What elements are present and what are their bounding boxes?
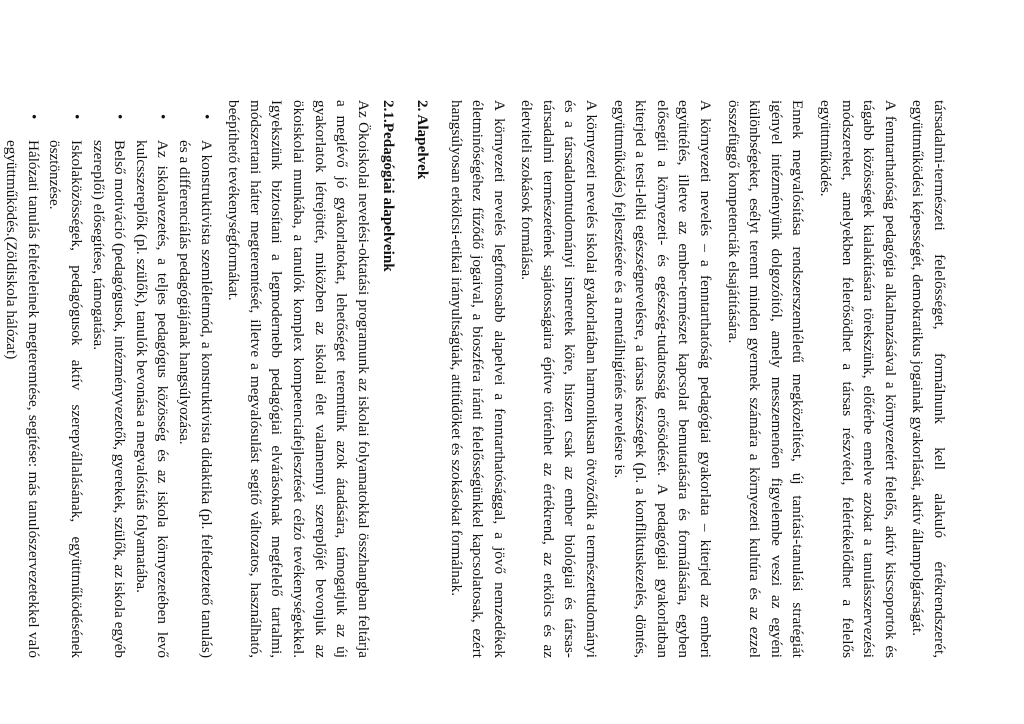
intro-paragraph-1: társadalmi-természeti felelősséget, formálnunk kell alakuló értékrendszerét, együttműködési képességét, demokratikus jogainak gyakorlását, aktív állampolgárságát.	[909, 100, 948, 658]
bullet-icon: •	[197, 114, 215, 120]
intro-paragraph-6: A környezeti nevelés legfontosabb alapelvei a fenntarthatósággal, a jövő nemzedékek életminőségéhez fűződő jogaival, a bioszféra iránti felelősségünkkel kapcsolatosak, ezért hangsúlyosan erkölcsi-etikai irányultságúak, attitűdöket és szokásokat formálnak.	[447, 100, 508, 658]
list-item-text: Iskolaközösségek, pedagógusok aktív szerepvállalásának, együttműködésének ösztönzése.	[46, 140, 86, 658]
list-item	[87, 100, 130, 658]
list-item-text: Az iskolavezetés, a teljes pedagógus közösség és az iskola környezetében levő kulcsszereplők (pl. szülők), tanulók bevonása a megvalósítás folyamatába.	[132, 140, 172, 658]
subsection-heading-pedagogiai-alapelveink: 2.1.Pedagógiai alapelveink	[380, 100, 398, 272]
principles-bullet-list	[1, 100, 217, 658]
list-item	[44, 100, 87, 658]
intro-paragraph-2: A fenntarthatóság pedagógia alkalmazásával a környezetért felelős, aktív kiscsoportok és tágabb közösségek kialakítására törekszünk, előtérbe emelve azokat a tanulásszervezési módszereket, amelyekben felerősödhet a társas részvétel, felértékelődhet a felelős együttműködés.	[817, 100, 899, 658]
intro-paragraph-5: A környezeti nevelés iskolai gyakorlatában harmonikusan ötvöződik a természettudományi és a társadalomtudományi ismeretek köre, hiszen csak az ember biológiai és társas-társadalmi természetének sajátosságaira építve történhet az értékrend, az erkölcs és az életviteli szokások formálása.	[518, 100, 601, 658]
bullet-icon: •	[68, 114, 86, 120]
intro-paragraph-3: Ennek megvalósítása rendszerszemléletű megközelítést, új tanítási-tanulási stratégiát igényel intézményünk dolgozóitól, amely messzemenően figyelembe veszi az egyéni különbségeket, esélyt teremt minden gyermek számára a környezeti kultúra és az ezzel összefüggő kompetenciák elsajátítására.	[724, 100, 807, 658]
list-item	[173, 100, 216, 658]
list-item-text: Hálózati tanulás feltételeinek megteremtése, segítése: más tanulószervezetekkel való együttműködés.(Zöldiskola hálózat)	[3, 140, 42, 658]
intro-paragraph-4: A környezeti nevelés – a fenntarthatóság pedagógiai gyakorlata – kiterjed az emberi együttélés, illetve az ember-természet kapcsolat bemutatására és formálására, egyben elősegíti a környezeti- és egészség-tudatosság erősödését. A pedagógiai gyakorlatban kiterjed a testi-lelki egészségnevelésre, a társas készségek (pl. a konfliktuskezelés, döntés, együttműködés) fejlesztésére és a mentálhigiénés nevelésre is.	[610, 100, 715, 658]
list-item-text: Belső motiváció (pedagógusok, intézményvezetők, gyerekek, szülők, az iskola egyéb szereplői) elősegítése, támogatása.	[89, 140, 129, 658]
list-item-text: A konstruktivista szemléletmód, a konstruktivista didaktika (pl. felfedeztető tanulás) és a differenciálás pedagógiájának hangsúlyozása.	[176, 140, 215, 658]
section-paragraph: Az Ökoiskolai nevelési-oktatási programunk az iskolai folyamatokkal összhangban feltárja a meglévő jó gyakorlatokat, lehetőséget teremtünk azok átadására, támogatjuk az új gyakorlatok létrejöttét, miközben az iskolai élet valamennyi szereplőjét bevonjuk az ökoiskolai munkába, a tanulók komplex kompetenciafejlesztését célzó tevékenységekkel. Igyekszünk biztosítani a legmodernebb pedagógiai elvárásoknak megfelelő tartalmi, módszertani hátter megteremtését, illetve a megvalósulást segítő változatos, használható, beépíthető tevékenységformákat.	[225, 100, 372, 658]
bullet-icon: •	[154, 114, 172, 120]
list-item	[1, 100, 44, 658]
bullet-icon: •	[111, 114, 129, 120]
list-item	[130, 100, 173, 658]
bullet-icon: •	[24, 114, 42, 120]
section-heading-alapelvek: 2. Alapelvek	[413, 100, 431, 180]
